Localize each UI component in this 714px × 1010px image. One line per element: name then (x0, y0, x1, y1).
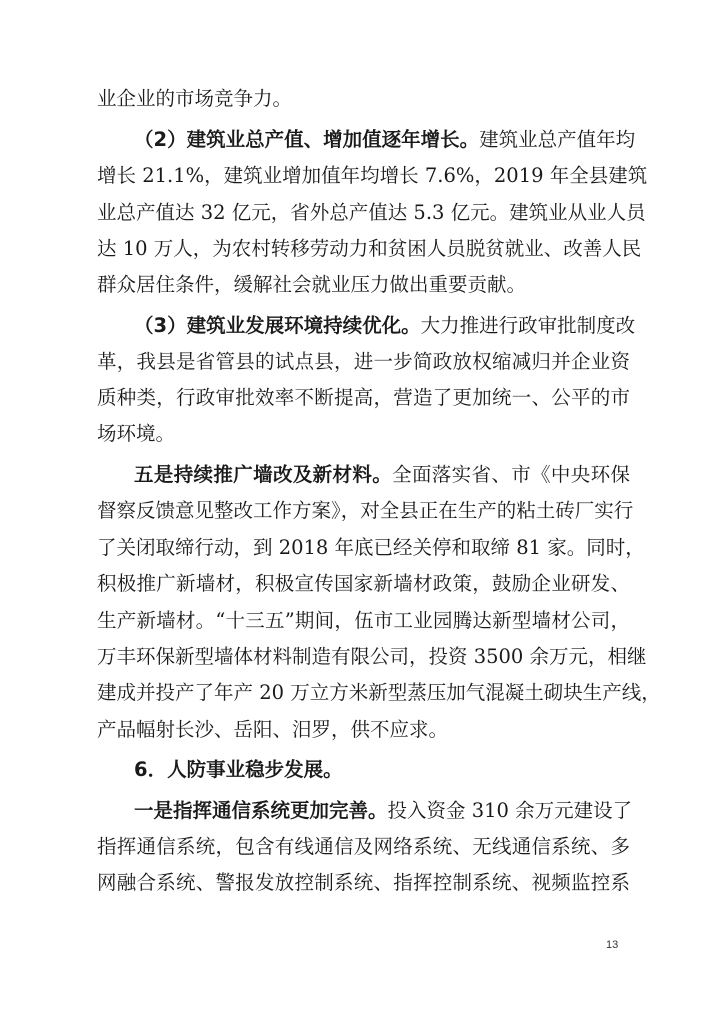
bold-text-segment: （2）建筑业总产值、增加值逐年增长。 (134, 128, 480, 151)
text-segment: 建筑业总产值年均 (479, 128, 636, 151)
text-segment: 达 10 万人，为农村转移劳动力和贫困人员脱贫就业、改善人民 (97, 237, 642, 260)
paragraph-2-line-1 (134, 128, 636, 152)
paragraph-4-line-1 (134, 463, 630, 487)
paragraph-5-line-3 (97, 871, 630, 895)
paragraph-4-line-6 (97, 645, 647, 669)
text-segment: 全面落实省、市《中央环保 (392, 463, 630, 486)
text-segment: 产品幅射长沙、岳阳、汨罗，供不应求。 (97, 718, 449, 741)
text-segment: 场环境。 (97, 422, 176, 445)
paragraph-3-line-2 (97, 350, 630, 374)
text-segment: 指挥通信系统，包含有线通信及网络系统、无线通信系统、多 (97, 835, 630, 858)
paragraph-3-line-3 (97, 386, 630, 410)
text-segment: 业总产值达 32 亿元，省外总产值达 5.3 亿元。建筑业从业人员 (97, 201, 646, 224)
text-segment: 督察反馈意见整改工作方案》，对全县正在生产的粘土砖厂实行 (97, 499, 634, 522)
text-segment: 建成并投产了年产 20 万立方米新型蒸压加气混凝土砌块生产线， (97, 681, 661, 704)
text-segment: 万丰环保新型墙体材料制造有限公司，投资 3500 余万元，相继 (97, 645, 647, 668)
page-number: 13 (606, 939, 619, 951)
paragraph-3-line-4 (97, 422, 630, 446)
paragraph-2-line-4 (97, 237, 642, 261)
paragraph-4-line-2 (97, 499, 634, 523)
paragraph-5-line-1 (134, 799, 633, 823)
paragraph-2-line-2 (97, 164, 648, 188)
bold-text-segment: 6．人防事业稳步发展。 (134, 758, 343, 781)
bold-text-segment: 一是指挥通信系统更加完善。 (134, 799, 388, 822)
paragraph-4-line-3 (97, 536, 645, 560)
paragraph-5-line-2 (97, 835, 630, 859)
text-segment: 网融合系统、警报发放控制系统、指挥控制系统、视频监控系 (97, 871, 630, 894)
text-segment: 革，我县是省管县的试点县，进一步简政放权缩减归并企业资 (97, 350, 630, 373)
bold-text-segment: 五是持续推广墙改及新材料。 (134, 463, 393, 486)
paragraph-2-line-3 (97, 201, 646, 225)
paragraph-2-line-5 (97, 273, 630, 297)
paragraph-4-line-7 (97, 681, 661, 705)
text-segment: 大力推进行政审批制度改 (420, 314, 636, 337)
paragraph-4-line-4 (97, 572, 630, 596)
text-segment: 群众居住条件，缓解社会就业压力做出重要贡献。 (97, 273, 527, 296)
text-segment: 积极推广新墙材，积极宣传国家新墙材政策，鼓励企业研发、 (97, 572, 630, 595)
text-segment: 业企业的市场竞争力。 (97, 87, 293, 110)
text-segment: 质种类，行政审批效率不断提高，营造了更加统一、公平的市 (97, 386, 630, 409)
paragraph-4-line-8 (97, 718, 630, 742)
text-segment: 了关闭取缔行动，到 2018 年底已经关停和取缔 81 家。同时， (97, 536, 645, 559)
text-segment: 增长 21.1%，建筑业增加值年均增长 7.6%，2019 年全县建筑 (97, 164, 648, 187)
paragraph-3-line-1 (134, 314, 636, 338)
text-segment: 投入资金 310 余万元建设了 (387, 799, 633, 822)
text-segment: 生产新墙材。“十三五”期间，伍市工业园腾达新型墙材公司， (97, 609, 630, 632)
bold-text-segment: （3）建筑业发展环境持续优化。 (134, 314, 421, 337)
paragraph-1-line-1 (97, 87, 630, 111)
section-heading-6 (134, 758, 630, 782)
paragraph-4-line-5 (97, 609, 630, 633)
